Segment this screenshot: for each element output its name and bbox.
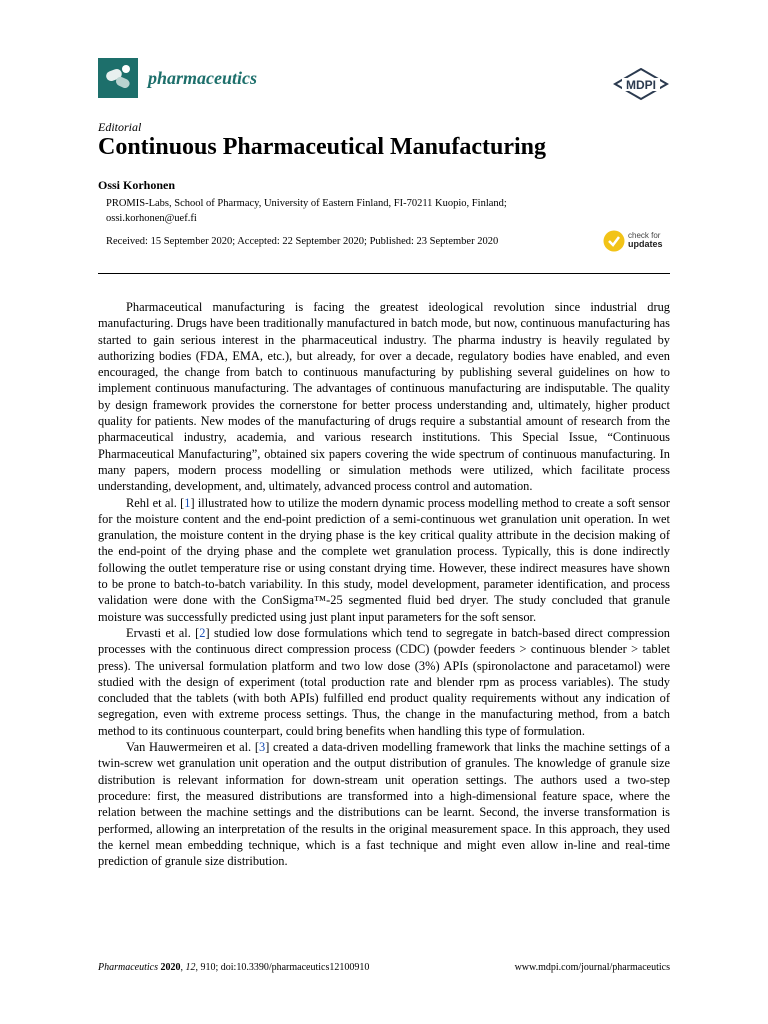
body-paragraph: Van Hauwermeiren et al. [3] created a data-driven modelling framework that links the machine settings of a twin-screw wet granulation unit operation and the output distribution of granules. The knowledge of granule size distribution is relevant information for down-stream unit operation settings. The authors used a two-step procedure: first, the measured distributions are transformed into a high-dimensional feature space, where the relation between the machine settings and the distributions can be learnt. Second, the inverse transformation is performed, allowing an interpretation of the results in the original measurement space. In this approach, they used the kernel mean embedding technique, which is a fast technique and might even allow in-line and real-time prediction of granule size distribution. [98, 740, 671, 869]
check-updates-line2: updates [628, 239, 663, 249]
body-paragraph: Pharmaceutical manufacturing is facing the greatest ideological revolution since industrial drug manufacturing. Drugs have been traditionally manufactured in batch mode, but now, continuous manufacturing has started to gain serious interest in the pharmaceutical industry. The pharma industry is heavily regulated by authorizing bodies (FDA, EMA, etc.), but already, for over a decade, regulatory bodies have enabled, and even encouraged, the change from batch to continuous manufacturing by publishing several guidelines on how to implement continuous manufacturing. The advantages of continuous manufacturing are indisputable. The quality by design framework provides the cornerstone for better process understanding and, ultimately, higher product quality for patients. New modes of the manufacturing of drugs require a substantial amount of research from the pharmaceutical industry, academia, and various research institutions. This Special Issue, “Continuous Pharmaceutical Manufacturing”, obtained six papers covering the wide spectrum of continuous manufacturing. In many papers, modern process modelling or simulation methods were utilized, which facilitate process understanding, development, and, ultimately, advanced process control and automation. [98, 300, 670, 494]
body-paragraph: Rehl et al. [1] illustrated how to utilize the modern dynamic process modelling method to create a soft sensor for the moisture content and the end-point prediction of a semi-continuous wet granulation unit operation. In wet granulation, the moisture content in the drying phase is the key critical quality attribute in the decision making of the end-point of the drying phase and the complete wet granulation process. Typically, this is done indirectly following the outlet temperature rise or using constant drying time. However, these indirect measures have shown to be prone to batch-to-batch variability. In this study, model development, parameter identification, and process validation were done with the ConSigma™-25 segmented fluid bed dryer. The study concluded that granule moisture was successfully predicted using just plant input parameters for the soft sensor. [98, 495, 670, 624]
check-for-updates-badge[interactable] [603, 230, 673, 254]
author-email[interactable]: ossi.korhonen@uef.fi [106, 213, 197, 224]
check-updates-text [628, 231, 663, 249]
header-divider [98, 273, 670, 274]
footer-citation: Pharmaceutics 2020, 12, 910; doi:10.3390/pharmaceutics12100910 [98, 962, 370, 973]
pharmaceutics-logo-icon [98, 58, 138, 98]
citation-link[interactable]: 1 [184, 495, 191, 510]
author-name: Ossi Korhonen [98, 178, 176, 192]
mdpi-logo-text: MDPI [626, 78, 656, 92]
publication-dates: Received: 15 September 2020; Accepted: 22 September 2020; Published: 23 September 2020 [106, 236, 499, 247]
footer-journal-url[interactable]: www.mdpi.com/journal/pharmaceutics [514, 962, 670, 973]
check-updates-line1: check for [628, 231, 661, 240]
citation-link[interactable]: 2 [199, 625, 206, 640]
citation-link[interactable]: 3 [258, 740, 266, 755]
affiliation: PROMIS-Labs, School of Pharmacy, University of Eastern Finland, FI-70211 Kuopio, Finland; [106, 198, 507, 209]
article-title: Continuous Pharmaceutical Manufacturing [98, 134, 547, 160]
affiliation-block [106, 196, 606, 226]
journal-header [98, 58, 670, 102]
article-body [98, 299, 670, 869]
article-type: Editorial [98, 120, 142, 134]
journal-name: pharmaceutics [148, 68, 258, 88]
body-paragraph: Ervasti et al. [2] studied low dose formulations which tend to segregate in batch-based direct compression processes with the continuous direct compression process (CDC) (powder feeders > continuous blender > tablet press). The universal formulation platform and two low dose (3%) APIs (spironolactone and paracetamol) were studied with the design of experiment (total production rate and blender rpm as process variables). The study concluded that the tablets (with both APIs) fulfilled end product quality requirements without any indication of segregation, even with extreme process settings. Thus, the change in the manufacturing method, from a batch method to its continuous counterpart, could bring benefits when handling this type of formulation. [98, 625, 670, 738]
check-updates-icon [603, 230, 625, 252]
mdpi-logo [612, 68, 670, 102]
